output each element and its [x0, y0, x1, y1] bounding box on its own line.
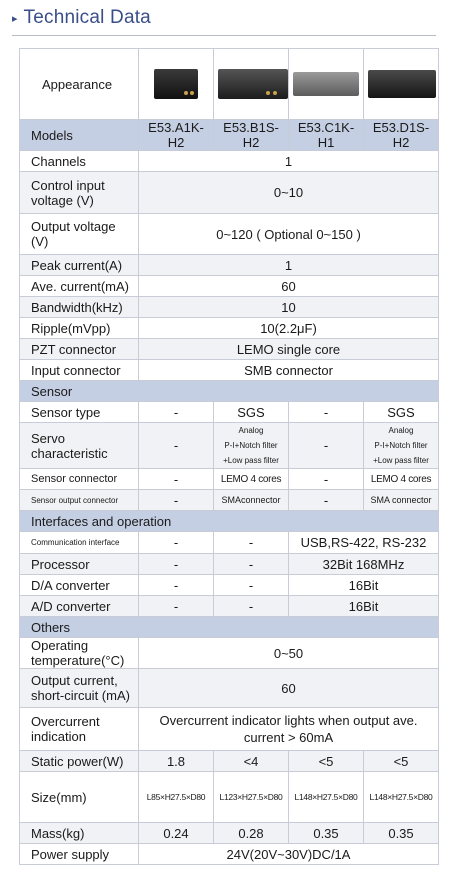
row-label: Models [20, 120, 139, 151]
row-value: 60 [139, 276, 439, 297]
model-name: E53.C1K-H1 [289, 120, 364, 151]
models-row [20, 120, 439, 151]
product-image [139, 49, 214, 120]
cell-value: SMA connector [364, 490, 439, 511]
cell-value: LEMO 4 cores [364, 469, 439, 490]
row-value: 10(2.2μF) [139, 318, 439, 339]
cell-value: Analog P-I+Notch filter +Low pass filter [364, 423, 439, 469]
row-value: 60 [139, 669, 439, 708]
row-value: SMB connector [139, 360, 439, 381]
row-label: Size(mm) [20, 772, 139, 823]
cell-value: L85×H27.5×D80 [139, 772, 214, 823]
product-image [214, 49, 289, 120]
cell-value: 0.28 [214, 823, 289, 844]
table-row [20, 423, 439, 469]
cell-value: - [139, 402, 214, 423]
table-row [20, 575, 439, 596]
cell-value: 0.35 [289, 823, 364, 844]
cell-value: - [139, 469, 214, 490]
cell-value: 32Bit 168MHz [289, 554, 439, 575]
table-row [20, 844, 439, 865]
table-row [20, 490, 439, 511]
row-label: Sensor connector [20, 469, 139, 490]
row-label: Ripple(mVpp) [20, 318, 139, 339]
table-row [20, 554, 439, 575]
device-image-b1s [218, 69, 288, 99]
cell-value: - [139, 575, 214, 596]
table-row [20, 151, 439, 172]
table-row [20, 360, 439, 381]
table-row [20, 596, 439, 617]
cell-value: - [214, 554, 289, 575]
row-label: Processor [20, 554, 139, 575]
row-label: Input connector [20, 360, 139, 381]
row-value: Overcurrent indicator lights when output ave. current > 60mA [139, 708, 439, 751]
model-name: E53.A1K-H2 [139, 120, 214, 151]
table-row [20, 255, 439, 276]
table-row [20, 669, 439, 708]
row-value: 1 [139, 255, 439, 276]
row-value: 0~50 [139, 638, 439, 669]
table-row [20, 172, 439, 214]
row-label: Bandwidth(kHz) [20, 297, 139, 318]
model-name: E53.D1S-H2 [364, 120, 439, 151]
section-header [12, 6, 151, 30]
cell-value: 1.8 [139, 751, 214, 772]
cell-value: <5 [364, 751, 439, 772]
table-row [20, 402, 439, 423]
appearance-row [20, 49, 439, 120]
row-label: Peak current(A) [20, 255, 139, 276]
row-label: Overcurrent indication [20, 708, 139, 751]
cell-value: Analog P-I+Notch filter +Low pass filter [214, 423, 289, 469]
section-row-interfaces [20, 511, 439, 532]
cell-value: - [289, 469, 364, 490]
cell-value: - [214, 575, 289, 596]
cell-value: 16Bit [289, 575, 439, 596]
table-row [20, 469, 439, 490]
row-label: Servo characteristic [20, 423, 139, 469]
row-label: Communication interface [20, 532, 139, 554]
cell-value: - [139, 554, 214, 575]
row-label: Static power(W) [20, 751, 139, 772]
row-label: Mass(kg) [20, 823, 139, 844]
table-row [20, 708, 439, 751]
cell-value: - [139, 532, 214, 554]
table-row [20, 751, 439, 772]
table-row [20, 532, 439, 554]
cell-value: L148×H27.5×D80 [364, 772, 439, 823]
cell-value: - [289, 490, 364, 511]
device-image-a1k [154, 69, 198, 99]
product-image [364, 49, 439, 120]
row-label: Sensor output connector [20, 490, 139, 511]
cell-value: <4 [214, 751, 289, 772]
model-name: E53.B1S-H2 [214, 120, 289, 151]
cell-value: - [214, 532, 289, 554]
row-label: Appearance [20, 49, 139, 120]
spec-table [19, 48, 439, 865]
cell-value: 0.24 [139, 823, 214, 844]
device-image-c1k [293, 72, 359, 96]
table-row [20, 214, 439, 255]
row-label: PZT connector [20, 339, 139, 360]
table-row [20, 339, 439, 360]
page-title: Technical Data [23, 7, 151, 28]
cell-value: - [139, 490, 214, 511]
table-row [20, 638, 439, 669]
row-value: 1 [139, 151, 439, 172]
cell-value: USB,RS-422, RS-232 [289, 532, 439, 554]
table-row [20, 823, 439, 844]
cell-value: L148×H27.5×D80 [289, 772, 364, 823]
row-label: Ave. current(mA) [20, 276, 139, 297]
cell-value: SGS [364, 402, 439, 423]
cell-value: 16Bit [289, 596, 439, 617]
title-divider [12, 35, 436, 36]
cell-value: LEMO 4 cores [214, 469, 289, 490]
cell-value: - [289, 402, 364, 423]
row-label: Output current, short-circuit (mA) [20, 669, 139, 708]
cell-value: - [214, 596, 289, 617]
row-value: 24V(20V~30V)DC/1A [139, 844, 439, 865]
row-label: Operating temperature(°C) [20, 638, 139, 669]
table-row [20, 297, 439, 318]
triangle-bullet-icon: ▸ [12, 13, 18, 25]
cell-value: 0.35 [364, 823, 439, 844]
section-title: Sensor [20, 381, 439, 402]
row-value: LEMO single core [139, 339, 439, 360]
row-value: 0~10 [139, 172, 439, 214]
section-row-sensor [20, 381, 439, 402]
section-title: Interfaces and operation [20, 511, 439, 532]
cell-value: - [139, 423, 214, 469]
row-value: 0~120 ( Optional 0~150 ) [139, 214, 439, 255]
device-image-d1s [368, 70, 436, 98]
cell-value: - [289, 423, 364, 469]
cell-value: SMAconnector [214, 490, 289, 511]
row-label: A/D converter [20, 596, 139, 617]
product-image [289, 49, 364, 120]
section-title: Others [20, 617, 439, 638]
cell-value: L123×H27.5×D80 [214, 772, 289, 823]
row-value: 10 [139, 297, 439, 318]
table-row [20, 772, 439, 823]
section-row-others [20, 617, 439, 638]
table-row [20, 276, 439, 297]
cell-value: SGS [214, 402, 289, 423]
table-row [20, 318, 439, 339]
row-label: Output voltage (V) [20, 214, 139, 255]
row-label: D/A converter [20, 575, 139, 596]
row-label: Channels [20, 151, 139, 172]
cell-value: <5 [289, 751, 364, 772]
row-label: Sensor type [20, 402, 139, 423]
row-label: Control input voltage (V) [20, 172, 139, 214]
row-label: Power supply [20, 844, 139, 865]
cell-value: - [139, 596, 214, 617]
